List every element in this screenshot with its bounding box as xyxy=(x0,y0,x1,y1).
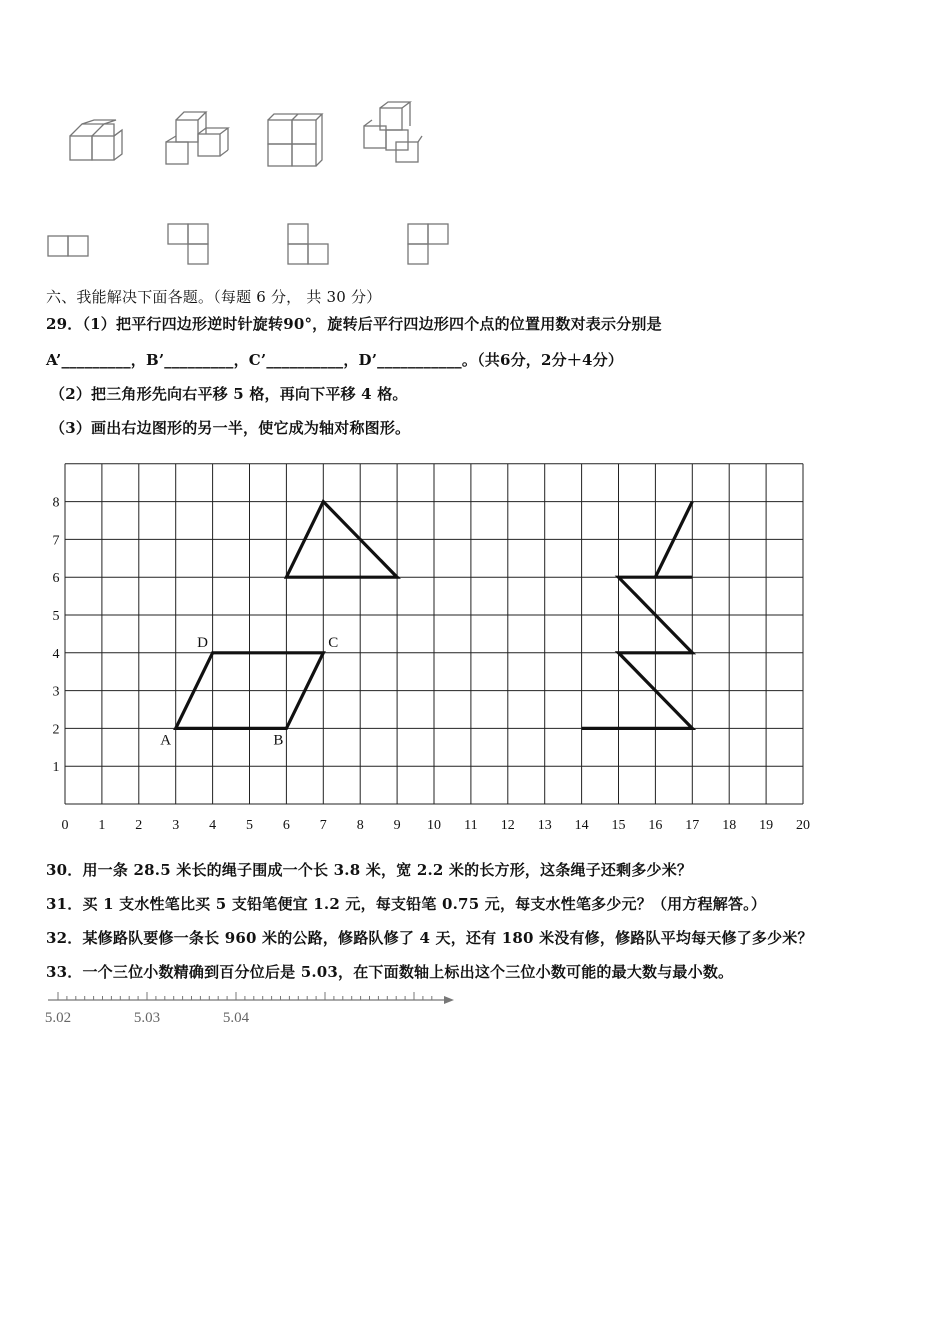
y-tick-label: 7 xyxy=(52,533,60,549)
x-tick-label: 2 xyxy=(135,818,143,833)
number-line-label: 5.02 xyxy=(44,1010,72,1026)
y-tick-label: 2 xyxy=(52,722,60,738)
square-view-2 xyxy=(166,222,212,268)
x-tick-label: 4 xyxy=(209,818,217,833)
x-tick-label: 7 xyxy=(319,818,327,833)
q29-part3: （3）画出右边图形的另一半，使它成为轴对称图形。 xyxy=(50,419,411,437)
y-tick-label: 4 xyxy=(52,646,60,662)
x-tick-label: 13 xyxy=(537,818,552,833)
y-tick-label: 8 xyxy=(52,495,60,511)
x-tick-label: 14 xyxy=(574,818,589,833)
x-tick-label: 15 xyxy=(611,818,626,833)
coordinate-grid xyxy=(40,450,830,840)
vertex-label-b: B xyxy=(273,732,284,749)
vertex-label-c: C xyxy=(328,634,339,651)
x-tick-label: 18 xyxy=(722,818,737,833)
y-tick-label: 3 xyxy=(52,684,60,700)
x-tick-label: 19 xyxy=(759,818,774,833)
number-line-arrow xyxy=(444,996,454,1004)
vertex-label-d: D xyxy=(197,634,209,651)
q29-part2: （2）把三角形先向右平移 5 格，再向下平移 4 格。 xyxy=(50,385,408,403)
x-tick-label: 3 xyxy=(172,818,180,833)
cube-view-4 xyxy=(356,98,428,168)
number-line-label: 5.03 xyxy=(133,1010,161,1026)
q32: 32．某修路队要修一条长 960 米的公路，修路队修了 4 天，还有 180 米没有修，修路队平均每天修了多少米？ xyxy=(46,929,813,947)
q29-intro: 29．（1）把平行四边形逆时针旋转90°，旋转后平行四边形四个点的位置用数对表示分别是 xyxy=(46,315,662,333)
x-tick-label: 12 xyxy=(500,818,515,833)
x-tick-label: 11 xyxy=(464,818,478,833)
x-tick-label: 5 xyxy=(246,818,253,833)
number-line-label: 5.04 xyxy=(222,1010,250,1026)
square-view-3 xyxy=(286,222,332,268)
cube-view-1 xyxy=(64,118,130,168)
x-tick-label: 6 xyxy=(282,818,290,833)
x-tick-label: 10 xyxy=(427,818,441,833)
x-tick-label: 9 xyxy=(393,818,401,833)
section-heading: 六、我能解决下面各题。（每题 6 分， 共 30 分） xyxy=(46,288,382,306)
square-view-1 xyxy=(46,234,92,258)
q30: 30．用一条 28.5 米长的绳子围成一个长 3.8 米，宽 2.2 米的长方形，这条绳子还剩多少米？ xyxy=(46,861,693,879)
x-tick-label: 8 xyxy=(356,818,364,833)
x-tick-label: 20 xyxy=(796,818,810,833)
x-tick-label: 16 xyxy=(648,818,663,833)
y-tick-label: 6 xyxy=(52,571,60,587)
q31: 31．买 1 支水性笔比买 5 支铅笔便宜 1.2 元，每支铅笔 0.75 元，每支水性笔多少元？（用方程解答。） xyxy=(46,895,767,913)
y-tick-label: 5 xyxy=(52,609,60,624)
q29-blanks: A’_________，B’_________，C’__________，D’___________。（共6分，2分＋4分） xyxy=(46,351,624,369)
x-tick-label: 0 xyxy=(61,818,69,833)
cube-view-2 xyxy=(158,106,230,170)
number-line xyxy=(40,988,470,1034)
q33: 33．一个三位小数精确到百分位后是 5.03，在下面数轴上标出这个三位小数可能的最大数与最小数。 xyxy=(46,963,734,981)
cube-view-3 xyxy=(262,110,326,170)
vertex-label-a: A xyxy=(160,732,172,749)
x-tick-label: 1 xyxy=(98,818,106,833)
y-tick-label: 1 xyxy=(52,760,60,776)
square-view-4 xyxy=(406,222,452,268)
x-tick-label: 17 xyxy=(685,818,700,833)
